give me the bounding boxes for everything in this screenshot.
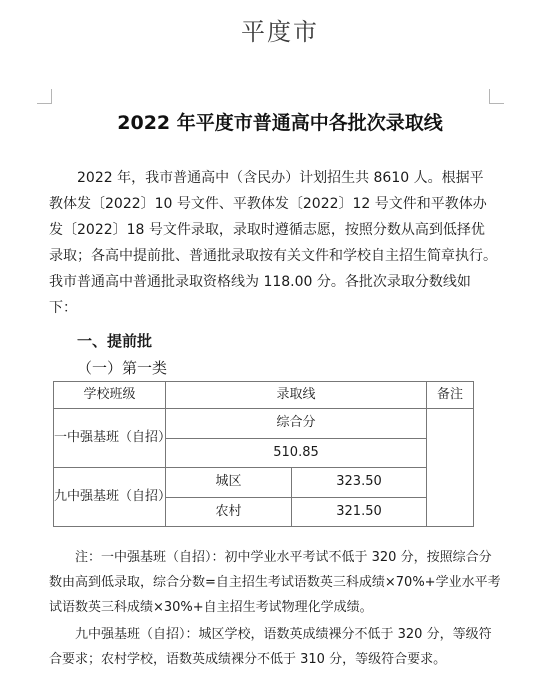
remarks-cell [427,409,474,527]
column-header: 备注 [427,382,474,409]
score-label-cell: 综合分 [166,409,427,439]
table-header-row [54,382,474,409]
table-row [54,409,474,439]
score-value-cell: 321.50 [292,497,427,527]
area-label-cell: 城区 [166,468,292,498]
margin-corner-mark [37,89,52,104]
area-label-cell: 农村 [166,497,292,527]
document-title: 2022 年平度市普通高中各批次录取线 [117,112,443,134]
column-header: 录取线 [166,382,427,409]
page-header-city: 平度市 [241,18,319,46]
school-cell: 一中强基班（自招） [54,409,166,468]
margin-corner-mark [489,89,504,104]
intro-paragraph: 2022 年，我市普通高中（含民办）计划招生共 8610 人。根据平教体发〔2022〕10 号文件、平教体发〔2022〕12 号文件和平教体办发〔2022〕18 号文件录取，录取时遵循志愿，按照分数从高到低择优录取；各高中提前批、普通批录取按有关文件和学校自主招生简章执行。我市普通高中普通批录取资格线为 118.00 分。各批次录取分数线如下： [49,170,497,316]
score-value-cell: 323.50 [292,468,427,498]
school-cell: 九中强基班（自招） [54,468,166,527]
admission-score-table [53,381,474,527]
subsection-heading: （一）第一类 [77,359,168,377]
note-paragraph: 注：一中强基班（自招）：初中学业水平考试不低于 320 分，按照综合分数由高到低录取，综合分数=自主招生考试语数英三科成绩×70%+学业水平考试语数英三科成绩×30%+自主招生考试物理化学成绩。 [49,550,501,615]
table-row [54,468,474,498]
score-value-cell: 510.85 [166,438,427,468]
section-heading: 一、提前批 [77,332,153,350]
note-paragraph: 九中强基班（自招）：城区学校，语数英成绩裸分不低于 320 分，等级符合要求；农村学校，语数英成绩裸分不低于 310 分，等级符合要求。 [49,627,492,667]
column-header: 学校班级 [54,382,166,409]
